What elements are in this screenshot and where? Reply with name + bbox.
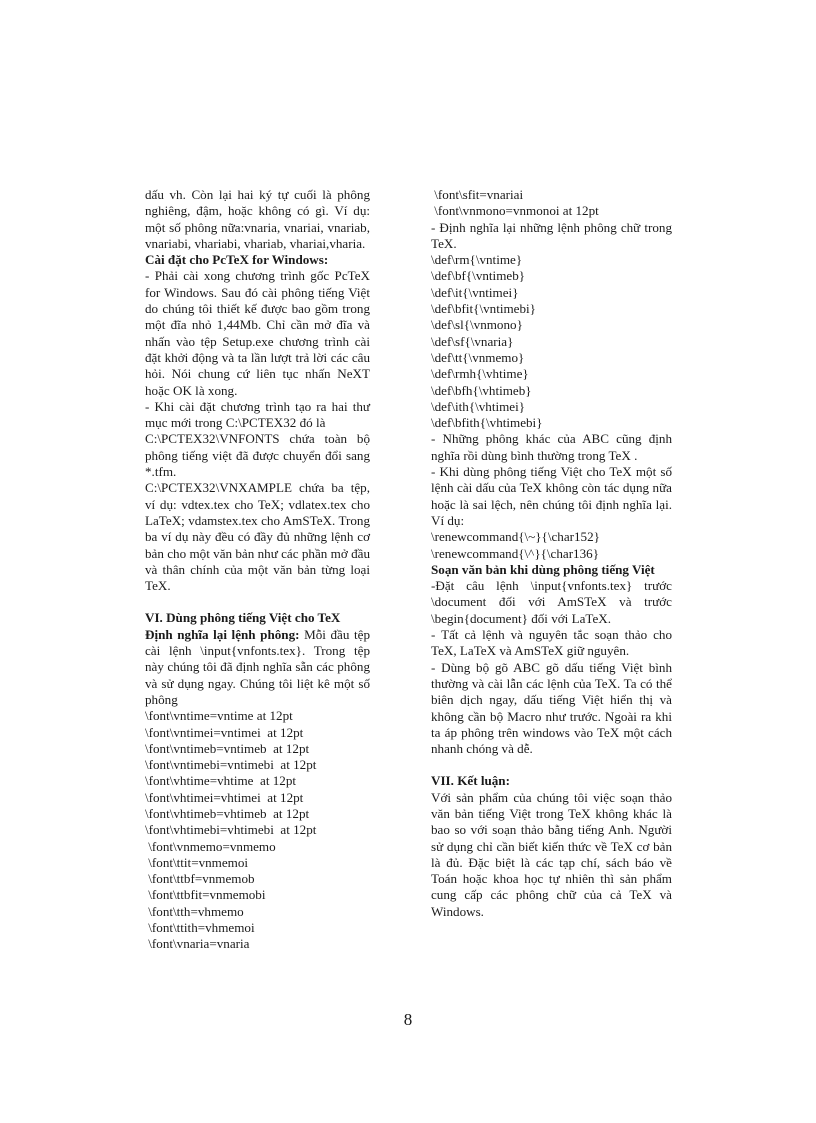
code-line: \def\sl{\vnmono} (431, 317, 523, 333)
paragraph (145, 627, 370, 708)
code-line: \font\vntimei=vntimei at 12pt (145, 724, 304, 740)
code-line: \def\bfit{\vntimebi} (431, 301, 536, 317)
code-line: \font\vnmemo=vnmemo (145, 838, 276, 854)
code-line: \def\tt{\vnmemo} (431, 349, 525, 365)
spacer (431, 757, 672, 773)
code-line: \font\vnmono=vnmonoi at 12pt (431, 203, 599, 219)
code-line: \def\sf{\vnaria} (431, 333, 514, 349)
right-column (431, 187, 672, 920)
left-column (145, 187, 370, 953)
command-definitions (431, 252, 672, 431)
paragraph: - Định nghĩa lại những lệnh phông chữ trong TeX. (431, 219, 672, 251)
code-line: \font\sfit=vnariai (431, 187, 524, 202)
code-line: \def\it{\vntimei} (431, 284, 519, 300)
code-line: \font\tth=vhmemo (145, 903, 244, 919)
inline-heading-dinh-nghia: Định nghĩa lại lệnh phông: (145, 626, 300, 642)
section-heading-vii: VII. Kết luận: (431, 773, 510, 789)
paragraph-text: Mỗi đầu tệp cài lệnh \input{vnfonts.tex}. Trong tệp này chúng tôi đã định nghĩa sẵn các phông và sử dụng ngay. Chúng tôi liệt kê một số phông (145, 626, 370, 707)
font-definitions (145, 708, 370, 952)
paragraph: Với sản phẩm của chúng tôi việc soạn thảo văn bản tiếng Việt trong TeX không khác là bao so với soạn thảo bằng tiếng Anh. Người sử dụng chỉ cần biết kiến thức về TeX cơ bản là đủ. Đặc biệt là các tạp chí, sách báo về Toán hoặc khoa học tự nhiên thì sản phẩm cung cấp các phông chữ của cả TeX và Windows. (431, 789, 672, 919)
page-number: 8 (403, 1010, 413, 1029)
code-line: \font\ttit=vnmemoi (145, 854, 249, 870)
section-heading-soan-van-ban: Soạn văn bản khi dùng phông tiếng Việt (431, 561, 655, 577)
code-line: \def\bfith{\vhtimebi} (431, 415, 543, 431)
code-line: \font\vntimeb=vntimeb at 12pt (145, 740, 310, 756)
code-line: \font\vntime=vntime at 12pt (145, 708, 293, 724)
paragraph: dấu vh. Còn lại hai ký tự cuối là phông nghiêng, đậm, hoặc không có gì. Ví dụ: một số phông nữa:vnaria, vnariai, vnariab, vnariabi, vhariabi, vhariab, vhariai,vharia. (145, 187, 370, 251)
code-line: \renewcommand{\~}{\char152} (431, 529, 600, 545)
code-line: \font\vhtimebi=vhtimebi at 12pt (145, 822, 317, 838)
code-line: \font\vhtimeb=vhtimeb at 12pt (145, 805, 310, 821)
paragraph: - Khi dùng phông tiếng Việt cho TeX một số lệnh cài dấu của TeX không còn tác dụng nữa hoặc là sai lệch, nên chúng tôi định nghĩa lại. Ví dụ: (431, 464, 672, 528)
code-line: \def\rm{\vntime} (431, 252, 523, 268)
spacer (145, 594, 370, 610)
section-heading-vi: VI. Dùng phông tiếng Việt cho TeX (145, 610, 341, 626)
code-line: \font\vnaria=vnaria (145, 936, 250, 952)
code-line: \def\bfh{\vhtimeb} (431, 382, 532, 398)
paragraph: C:\PCTEX32\VNFONTS chứa toàn bộ phông tiếng việt đã được chuyển đổi sang *.tfm. (145, 431, 370, 480)
code-line: \renewcommand{\^}{\char136} (431, 545, 599, 561)
paragraph: -Đặt câu lệnh \input{vnfonts.tex} trước \document đối với AmSTeX và trước \begin{document} đối với LaTeX. (431, 578, 672, 626)
code-line: \def\rmh{\vhtime} (431, 366, 529, 382)
paragraph: - Những phông khác của ABC cũng định nghĩa rồi dùng bình thường trong TeX . (431, 431, 672, 463)
paragraph: C:\PCTEX32\VNXAMPLE chứa ba tệp, ví dụ: vdtex.tex cho TeX; vdlatex.tex cho LaTeX; vdamstex.tex cho AmSTeX. Trong ba ví dụ này đều có đầy đủ những lệnh cơ bản cho một văn bản như các phần mở đầu và thân chính của một văn bản từng loại TeX. (145, 480, 370, 594)
code-line: \font\vhtimei=vhtimei at 12pt (145, 789, 304, 805)
code-line: \font\ttbfit=vnmemobi (145, 887, 266, 903)
paragraph: - Phải cài xong chương trình gốc PcTeX for Windows. Sau đó cài phông tiếng Việt do chúng tôi thiết kế được bao gồm trong một đĩa nhỏ 1,44Mb. Chỉ cần mở đĩa và nhấn vào tệp Setup.exe chương trình cài đặt khởi động và ta lần lượt trả lời các câu hỏi. Nói chung cứ liên tục nhấn NeXT hoặc OK là xong. (145, 268, 370, 398)
code-line: \font\ttbf=vnmemob (145, 871, 255, 887)
code-line: \font\ttith=vhmemoi (145, 920, 255, 936)
section-heading-pctex: Cài đặt cho PcTeX for Windows: (145, 252, 329, 268)
code-line: \def\ith{\vhtimei} (431, 398, 526, 414)
code-line: \font\vhtime=vhtime at 12pt (145, 773, 297, 789)
paragraph: - Dùng bộ gõ ABC gõ dấu tiếng Việt bình thường và cài lẫn các lệnh của TeX. Ta có thể biên dịch ngay, dấu tiếng Việt hiển thị và không cần bộ Macro như trước. Ngoài ra khi ta áp phông trên windows vào TeX một cách nhanh chóng và dễ. (431, 659, 672, 757)
paragraph: - Tất cả lệnh và nguyên tắc soạn thảo cho TeX, LaTeX và AmSTeX giữ nguyên. (431, 627, 672, 659)
code-line: \font\vntimebi=vntimebi at 12pt (145, 757, 317, 773)
code-line: \def\bf{\vntimeb} (431, 268, 526, 284)
paragraph: - Khi cài đặt chương trình tạo ra hai thư mục mới trong C:\PCTEX32 đó là (145, 398, 370, 431)
